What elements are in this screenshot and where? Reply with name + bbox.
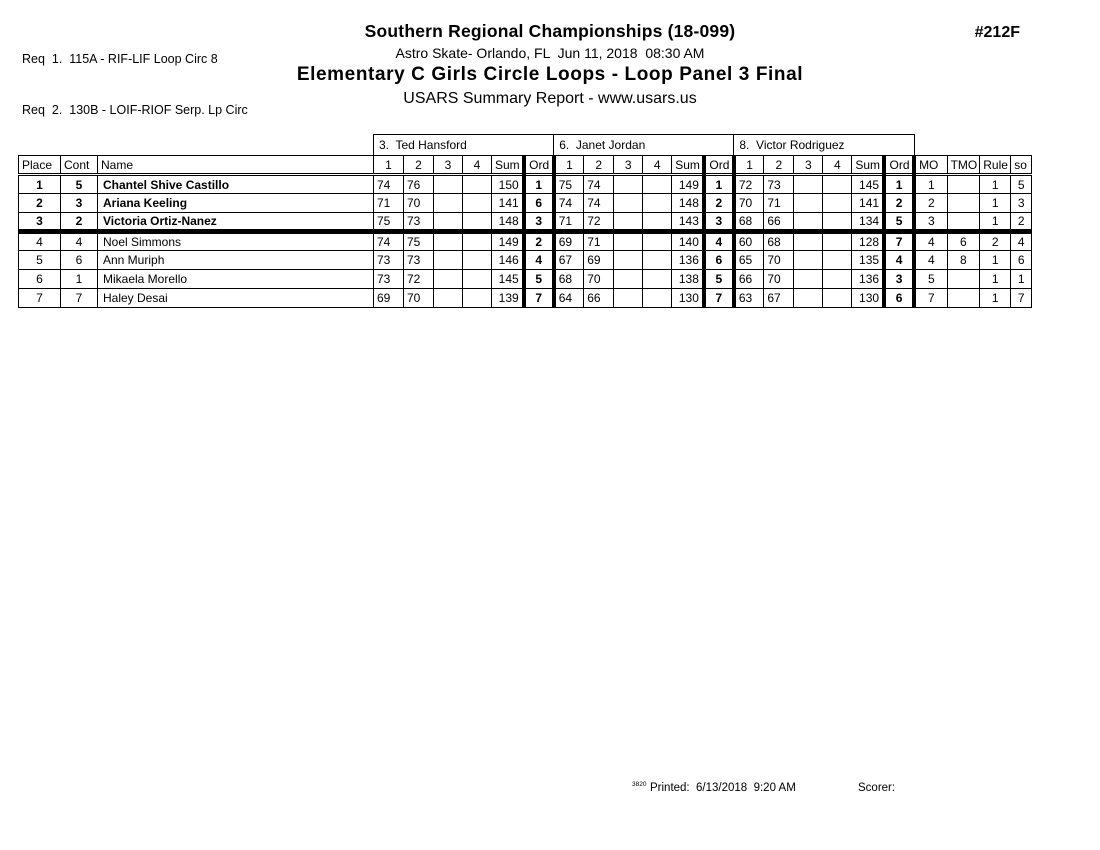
col-j1-t4: 4 — [463, 156, 492, 175]
cell-judge3-t4 — [823, 251, 852, 270]
judge-panel-1: 3. Ted Hansford — [374, 135, 554, 156]
cell-judge3-t2: 73 — [764, 175, 794, 194]
cell-judge2-ord: 3 — [704, 213, 734, 232]
cell-judge2-t3 — [614, 194, 643, 213]
table-row — [19, 175, 1032, 194]
cell-name: Noel Simmons — [98, 232, 374, 251]
cell-judge1-t4 — [463, 289, 492, 308]
printed-line — [650, 782, 796, 794]
cell-judge2-sum: 140 — [672, 232, 704, 251]
cell-judge3-t1: 66 — [734, 270, 764, 289]
col-so: so — [1011, 156, 1032, 175]
cell-judge3-t1: 65 — [734, 251, 764, 270]
band-spacer-left — [19, 135, 374, 156]
cell-judge3-t2: 68 — [764, 232, 794, 251]
cell-judge1-t3 — [434, 232, 463, 251]
col-j3-t2: 2 — [764, 156, 794, 175]
cell-judge3-ord: 4 — [884, 251, 914, 270]
col-j3-t3: 3 — [794, 156, 823, 175]
cell-mo: 2 — [914, 194, 947, 213]
cell-judge2-sum: 138 — [672, 270, 704, 289]
cell-place: 5 — [19, 251, 61, 270]
cell-name: Ariana Keeling — [98, 194, 374, 213]
cell-cont: 5 — [61, 175, 98, 194]
table-row — [19, 251, 1032, 270]
band-spacer-right — [914, 135, 1032, 156]
cell-judge1-t4 — [463, 251, 492, 270]
cell-judge2-t3 — [614, 251, 643, 270]
cell-place: 7 — [19, 289, 61, 308]
cell-judge2-sum: 148 — [672, 194, 704, 213]
cell-rule: 2 — [980, 232, 1011, 251]
cell-judge1-t2: 73 — [404, 251, 434, 270]
cell-judge1-t1: 71 — [374, 194, 404, 213]
cell-judge1-t2: 73 — [404, 213, 434, 232]
cell-judge3-t1: 72 — [734, 175, 764, 194]
cell-cont: 3 — [61, 194, 98, 213]
cell-judge3-t3 — [794, 213, 823, 232]
cell-judge1-ord: 2 — [524, 232, 554, 251]
cell-judge2-t2: 74 — [584, 194, 614, 213]
cell-judge3-t2: 67 — [764, 289, 794, 308]
cell-rule: 1 — [980, 213, 1011, 232]
cell-judge3-t1: 60 — [734, 232, 764, 251]
col-j1-t2: 2 — [404, 156, 434, 175]
cell-judge3-sum: 145 — [852, 175, 884, 194]
cell-judge1-t2: 75 — [404, 232, 434, 251]
cell-mo: 4 — [914, 251, 947, 270]
cell-judge1-t2: 76 — [404, 175, 434, 194]
cell-judge3-sum: 128 — [852, 232, 884, 251]
cell-judge2-t4 — [643, 251, 672, 270]
cell-judge3-t4 — [823, 213, 852, 232]
cell-cont: 4 — [61, 232, 98, 251]
cell-judge3-ord: 7 — [884, 232, 914, 251]
results-table — [18, 134, 1032, 308]
printed-label: Printed: — [650, 782, 690, 794]
cell-judge1-t2: 70 — [404, 194, 434, 213]
col-j3-ord: Ord — [884, 156, 914, 175]
cell-place: 4 — [19, 232, 61, 251]
cell-cont: 6 — [61, 251, 98, 270]
cell-judge2-t4 — [643, 289, 672, 308]
report-subtitle: USARS Summary Report - www.usars.us — [403, 90, 697, 107]
judge-band-row — [19, 135, 1032, 156]
cell-so: 5 — [1011, 175, 1032, 194]
cell-place: 3 — [19, 213, 61, 232]
venue-date-line: Astro Skate- Orlando, FL Jun 11, 2018 08:30 AM — [395, 45, 705, 61]
cell-cont: 7 — [61, 289, 98, 308]
col-cont: Cont — [61, 156, 98, 175]
printed-datetime: 6/13/2018 9:20 AM — [696, 782, 796, 794]
cell-judge3-t3 — [794, 232, 823, 251]
cell-name: Victoria Ortiz-Nanez — [98, 213, 374, 232]
col-mo: MO — [914, 156, 947, 175]
cell-so: 1 — [1011, 270, 1032, 289]
cell-so: 6 — [1011, 251, 1032, 270]
cell-judge2-sum: 143 — [672, 213, 704, 232]
cell-judge3-t3 — [794, 251, 823, 270]
cell-place: 2 — [19, 194, 61, 213]
cell-judge3-ord: 1 — [884, 175, 914, 194]
col-j2-t3: 3 — [614, 156, 643, 175]
cell-judge2-t4 — [643, 194, 672, 213]
cell-judge1-t4 — [463, 232, 492, 251]
cell-rule: 1 — [980, 194, 1011, 213]
cell-judge2-ord: 6 — [704, 251, 734, 270]
cell-judge3-ord: 6 — [884, 289, 914, 308]
cell-mo: 7 — [914, 289, 947, 308]
cell-judge1-sum: 148 — [492, 213, 524, 232]
cell-judge3-t2: 66 — [764, 213, 794, 232]
cell-judge3-t4 — [823, 175, 852, 194]
cell-name: Chantel Shive Castillo — [98, 175, 374, 194]
cell-judge1-t3 — [434, 289, 463, 308]
col-j1-sum: Sum — [492, 156, 524, 175]
cell-tmo: 8 — [947, 251, 980, 270]
col-j2-t1: 1 — [554, 156, 584, 175]
table-row — [19, 270, 1032, 289]
cell-judge2-t2: 72 — [584, 213, 614, 232]
cell-judge2-t1: 64 — [554, 289, 584, 308]
cell-judge3-t3 — [794, 194, 823, 213]
results-tbody — [19, 175, 1032, 308]
cell-cont: 1 — [61, 270, 98, 289]
col-j3-t4: 4 — [823, 156, 852, 175]
col-rule: Rule — [980, 156, 1011, 175]
col-j3-t1: 1 — [734, 156, 764, 175]
cell-judge3-t2: 71 — [764, 194, 794, 213]
cell-tmo — [947, 213, 980, 232]
judge-panel-3: 8. Victor Rodriguez — [734, 135, 914, 156]
cell-name: Ann Muriph — [98, 251, 374, 270]
cell-judge3-t1: 63 — [734, 289, 764, 308]
cell-judge2-t2: 71 — [584, 232, 614, 251]
cell-judge3-t4 — [823, 289, 852, 308]
cell-judge2-t2: 74 — [584, 175, 614, 194]
cell-judge3-t4 — [823, 270, 852, 289]
cell-judge1-ord: 1 — [524, 175, 554, 194]
report-header — [0, 21, 1100, 108]
cell-judge3-sum: 136 — [852, 270, 884, 289]
cell-so: 2 — [1011, 213, 1032, 232]
cell-judge1-t3 — [434, 251, 463, 270]
cell-judge2-t2: 69 — [584, 251, 614, 270]
cell-judge2-sum: 149 — [672, 175, 704, 194]
cell-judge1-ord: 7 — [524, 289, 554, 308]
cell-judge3-t4 — [823, 232, 852, 251]
judge-panel-2: 6. Janet Jordan — [554, 135, 734, 156]
cell-judge2-t1: 75 — [554, 175, 584, 194]
cell-judge1-t1: 73 — [374, 251, 404, 270]
cell-mo: 3 — [914, 213, 947, 232]
cell-judge2-sum: 130 — [672, 289, 704, 308]
cell-name: Mikaela Morello — [98, 270, 374, 289]
cell-so: 4 — [1011, 232, 1032, 251]
col-j2-ord: Ord — [704, 156, 734, 175]
cell-judge2-ord: 2 — [704, 194, 734, 213]
cell-judge3-ord: 2 — [884, 194, 914, 213]
col-name: Name — [98, 156, 374, 175]
col-j2-sum: Sum — [672, 156, 704, 175]
cell-judge2-t3 — [614, 175, 643, 194]
scorer-label: Scorer: — [858, 782, 896, 794]
col-place: Place — [19, 156, 61, 175]
cell-judge1-ord: 4 — [524, 251, 554, 270]
col-j2-t2: 2 — [584, 156, 614, 175]
cell-judge2-ord: 7 — [704, 289, 734, 308]
cell-judge1-ord: 6 — [524, 194, 554, 213]
cell-judge1-sum: 150 — [492, 175, 524, 194]
cell-judge1-ord: 5 — [524, 270, 554, 289]
cell-judge2-t2: 66 — [584, 289, 614, 308]
cell-judge3-t3 — [794, 270, 823, 289]
cell-judge2-sum: 136 — [672, 251, 704, 270]
cell-tmo — [947, 175, 980, 194]
cell-judge1-t1: 74 — [374, 232, 404, 251]
cell-judge2-t4 — [643, 270, 672, 289]
col-j1-t1: 1 — [374, 156, 404, 175]
cell-judge2-t2: 70 — [584, 270, 614, 289]
cell-judge2-t1: 74 — [554, 194, 584, 213]
cell-judge1-t4 — [463, 270, 492, 289]
cell-judge3-t2: 70 — [764, 251, 794, 270]
cell-judge2-t1: 69 — [554, 232, 584, 251]
cell-judge2-t3 — [614, 232, 643, 251]
cell-tmo: 6 — [947, 232, 980, 251]
cell-judge1-t1: 75 — [374, 213, 404, 232]
cell-judge2-t4 — [643, 213, 672, 232]
cell-judge1-t4 — [463, 194, 492, 213]
cell-judge1-t4 — [463, 175, 492, 194]
col-tmo: TMO — [947, 156, 980, 175]
req-line-2: Req 2. 130B - LOIF-RIOF Serp. Lp Circ — [22, 103, 248, 117]
cell-judge3-ord: 5 — [884, 213, 914, 232]
cell-judge2-ord: 1 — [704, 175, 734, 194]
cell-cont: 2 — [61, 213, 98, 232]
table-row — [19, 194, 1032, 213]
cell-judge3-sum: 130 — [852, 289, 884, 308]
cell-judge1-t2: 72 — [404, 270, 434, 289]
cell-name: Haley Desai — [98, 289, 374, 308]
cell-judge1-sum: 139 — [492, 289, 524, 308]
table-row — [19, 232, 1032, 251]
cell-judge1-t3 — [434, 194, 463, 213]
cell-tmo — [947, 289, 980, 308]
cell-judge3-ord: 3 — [884, 270, 914, 289]
cell-judge1-t1: 69 — [374, 289, 404, 308]
cell-rule: 1 — [980, 251, 1011, 270]
cell-judge2-t3 — [614, 213, 643, 232]
cell-judge3-t1: 70 — [734, 194, 764, 213]
table-row — [19, 289, 1032, 308]
cell-rule: 1 — [980, 270, 1011, 289]
cell-judge1-sum: 145 — [492, 270, 524, 289]
cell-judge3-sum: 135 — [852, 251, 884, 270]
cell-judge1-sum: 146 — [492, 251, 524, 270]
cell-judge2-t4 — [643, 175, 672, 194]
cell-so: 3 — [1011, 194, 1032, 213]
cell-judge1-t3 — [434, 270, 463, 289]
footer-code: 3820 — [632, 781, 647, 788]
cell-judge2-t1: 71 — [554, 213, 584, 232]
req-line-1: Req 1. 115A - RIF-LIF Loop Circ 8 — [22, 52, 218, 66]
col-j3-sum: Sum — [852, 156, 884, 175]
cell-judge1-sum: 149 — [492, 232, 524, 251]
cell-judge2-ord: 4 — [704, 232, 734, 251]
cell-judge1-t4 — [463, 213, 492, 232]
col-j2-t4: 4 — [643, 156, 672, 175]
cell-place: 1 — [19, 175, 61, 194]
cell-judge2-t1: 67 — [554, 251, 584, 270]
cell-rule: 1 — [980, 175, 1011, 194]
table-row — [19, 213, 1032, 232]
column-header-row — [19, 156, 1032, 175]
cell-so: 7 — [1011, 289, 1032, 308]
cell-tmo — [947, 270, 980, 289]
cell-judge1-t1: 74 — [374, 175, 404, 194]
competition-title: Southern Regional Championships (18-099) — [364, 21, 736, 41]
cell-judge1-t1: 73 — [374, 270, 404, 289]
col-j1-ord: Ord — [524, 156, 554, 175]
cell-judge3-t3 — [794, 289, 823, 308]
cell-mo: 4 — [914, 232, 947, 251]
program-number: #212F — [974, 24, 1020, 41]
cell-judge2-t1: 68 — [554, 270, 584, 289]
cell-judge1-t3 — [434, 175, 463, 194]
cell-judge2-t3 — [614, 270, 643, 289]
cell-judge3-sum: 141 — [852, 194, 884, 213]
cell-judge3-t2: 70 — [764, 270, 794, 289]
cell-judge1-t2: 70 — [404, 289, 434, 308]
cell-judge2-t3 — [614, 289, 643, 308]
cell-judge3-t1: 68 — [734, 213, 764, 232]
cell-rule: 1 — [980, 289, 1011, 308]
col-j1-t3: 3 — [434, 156, 463, 175]
cell-judge2-ord: 5 — [704, 270, 734, 289]
cell-judge3-t3 — [794, 175, 823, 194]
cell-judge3-sum: 134 — [852, 213, 884, 232]
cell-judge3-t4 — [823, 194, 852, 213]
cell-judge1-t3 — [434, 213, 463, 232]
cell-place: 6 — [19, 270, 61, 289]
cell-mo: 1 — [914, 175, 947, 194]
cell-judge2-t4 — [643, 232, 672, 251]
cell-judge1-ord: 3 — [524, 213, 554, 232]
cell-tmo — [947, 194, 980, 213]
cell-judge1-sum: 141 — [492, 194, 524, 213]
event-title: Elementary C Girls Circle Loops - Loop Panel 3 Final — [296, 64, 804, 85]
cell-mo: 5 — [914, 270, 947, 289]
